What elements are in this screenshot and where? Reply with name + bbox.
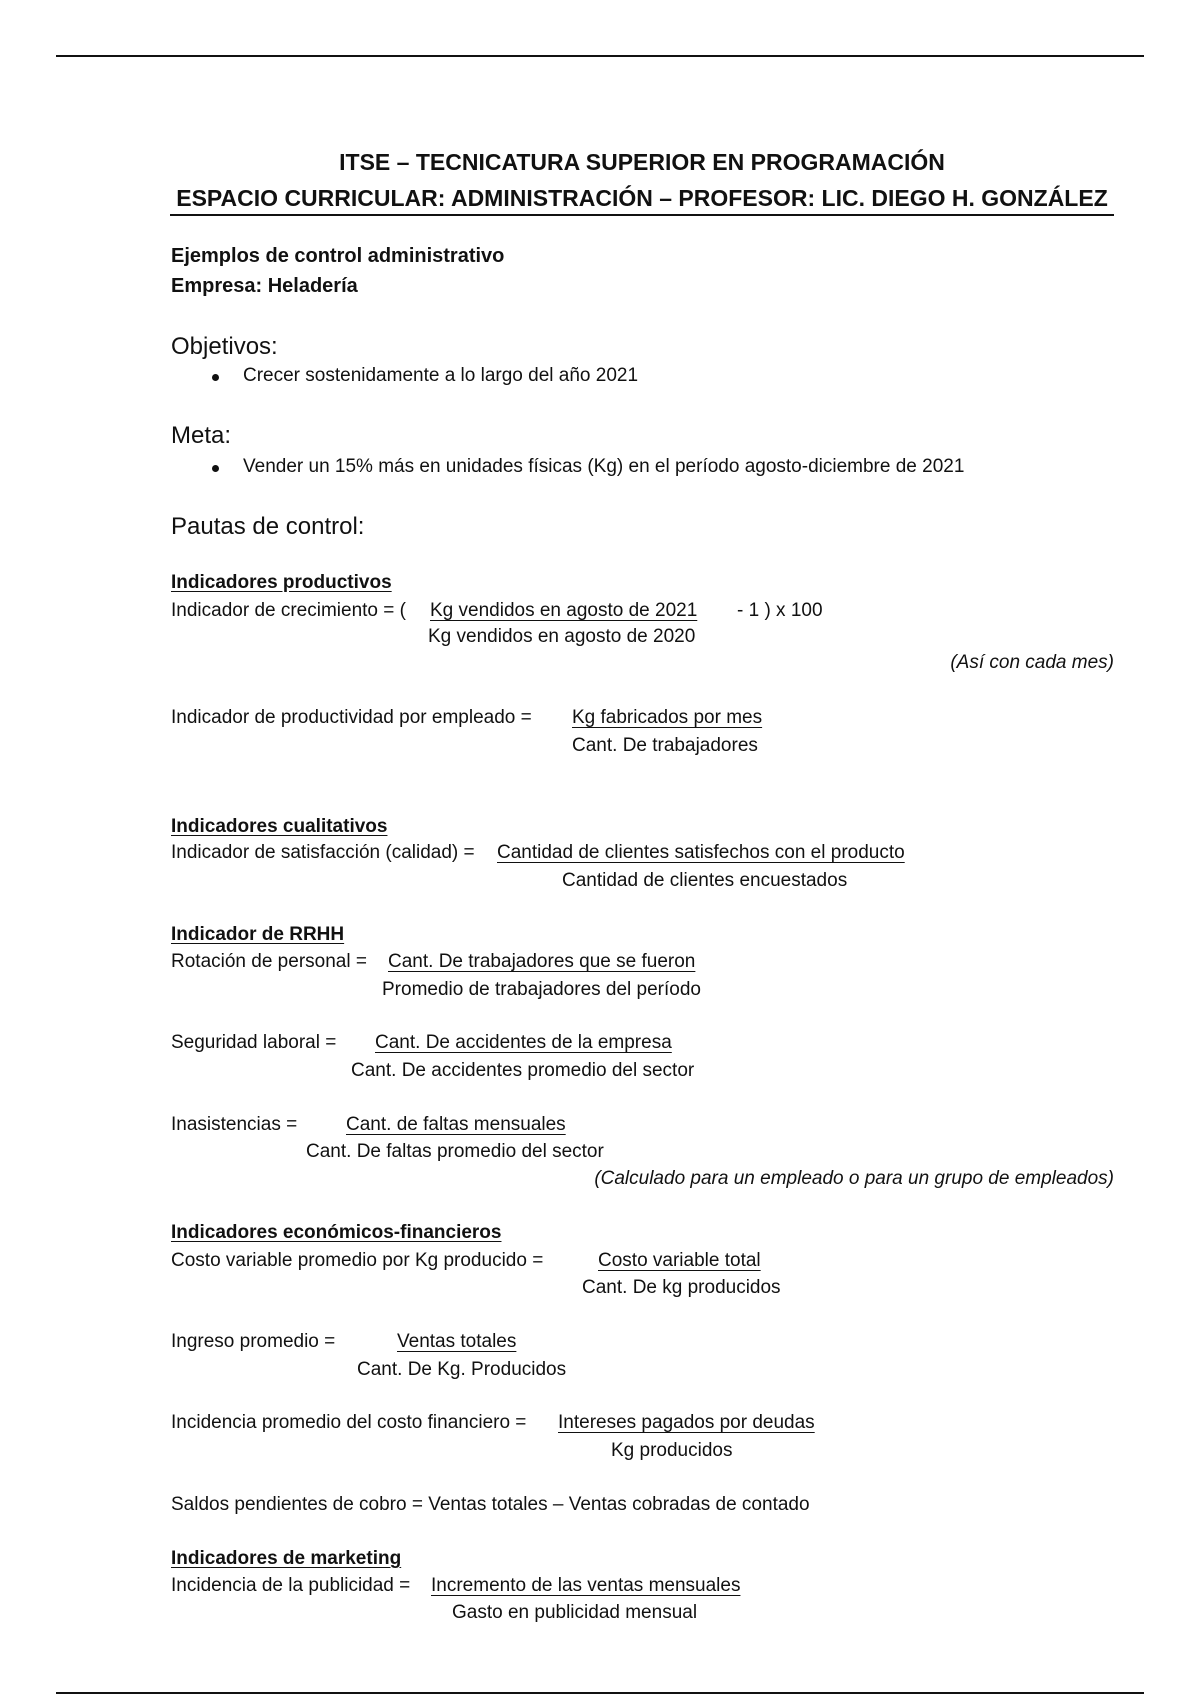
header-line-2: ESPACIO CURRICULAR: ADMINISTRACIÓN – PROFESOR: LIC. DIEGO H. GONZÁLEZ xyxy=(176,185,1108,211)
objetivos-heading: Objetivos: xyxy=(171,333,278,360)
productividad-label: Indicador de productividad por empleado = xyxy=(171,707,532,728)
publicidad-label: Incidencia de la publicidad = xyxy=(171,1575,411,1596)
costo-financiero-label: Incidencia promedio del costo financiero = xyxy=(171,1412,527,1433)
productividad-numerator: Kg fabricados por mes xyxy=(572,707,763,728)
section-cualitativos-heading: Indicadores cualitativos xyxy=(171,816,388,837)
bullet-icon xyxy=(212,374,219,381)
pautas-heading: Pautas de control: xyxy=(171,513,365,540)
saldos-formula: Saldos pendientes de cobro = Ventas totales – Ventas cobradas de contado xyxy=(171,1494,810,1515)
rotacion-numerator: Cant. De trabajadores que se fueron xyxy=(388,951,696,972)
top-rule xyxy=(56,55,1144,57)
costo-financiero-numerator: Intereses pagados por deudas xyxy=(558,1412,815,1433)
satisfaccion-numerator: Cantidad de clientes satisfechos con el producto xyxy=(497,842,905,863)
rotacion-label: Rotación de personal = xyxy=(171,951,367,972)
productividad-denominator: Cant. De trabajadores xyxy=(572,735,758,756)
rotacion-denominator: Promedio de trabajadores del período xyxy=(382,979,701,1000)
meta-heading: Meta: xyxy=(171,422,232,449)
costo-financiero-denominator: Kg producidos xyxy=(611,1440,733,1461)
bottom-rule xyxy=(56,1692,1144,1694)
publicidad-denominator: Gasto en publicidad mensual xyxy=(452,1602,698,1623)
crecimiento-note: (Así con cada mes) xyxy=(950,652,1114,673)
bullet-icon xyxy=(212,465,219,472)
intro-title: Ejemplos de control administrativo xyxy=(171,245,505,267)
ingreso-denominator: Cant. De Kg. Producidos xyxy=(357,1359,567,1380)
section-productivos-heading: Indicadores productivos xyxy=(171,572,392,593)
crecimiento-numerator: Kg vendidos en agosto de 2021 xyxy=(430,600,698,621)
crecimiento-denominator: Kg vendidos en agosto de 2020 xyxy=(428,626,696,647)
publicidad-numerator: Incremento de las ventas mensuales xyxy=(431,1575,741,1596)
meta-item: Vender un 15% más en unidades físicas (Kg) en el período agosto-diciembre de 2021 xyxy=(243,456,965,477)
section-rrhh-heading: Indicador de RRHH xyxy=(171,924,345,945)
crecimiento-suffix: - 1 ) x 100 xyxy=(737,600,823,621)
document-header xyxy=(170,144,1114,216)
seguridad-label: Seguridad laboral = xyxy=(171,1032,337,1053)
section-marketing-heading: Indicadores de marketing xyxy=(171,1548,402,1569)
header-line-1: ITSE – TECNICATURA SUPERIOR EN PROGRAMACIÓN xyxy=(339,149,945,175)
costo-variable-denominator: Cant. De kg producidos xyxy=(582,1277,781,1298)
inasistencias-note: (Calculado para un empleado o para un grupo de empleados) xyxy=(594,1168,1114,1189)
costo-variable-label: Costo variable promedio por Kg producido = xyxy=(171,1250,544,1271)
inasistencias-label: Inasistencias = xyxy=(171,1114,298,1135)
satisfaccion-label: Indicador de satisfacción (calidad) = xyxy=(171,842,475,863)
inasistencias-denominator: Cant. De faltas promedio del sector xyxy=(306,1141,604,1162)
inasistencias-numerator: Cant. de faltas mensuales xyxy=(346,1114,566,1135)
ingreso-label: Ingreso promedio = xyxy=(171,1331,336,1352)
company-name: Empresa: Heladería xyxy=(171,275,358,297)
header-rule xyxy=(170,214,1114,216)
satisfaccion-denominator: Cantidad de clientes encuestados xyxy=(562,870,848,891)
ingreso-numerator: Ventas totales xyxy=(397,1331,517,1352)
seguridad-numerator: Cant. De accidentes de la empresa xyxy=(375,1032,672,1053)
crecimiento-label: Indicador de crecimiento = ( xyxy=(171,600,406,621)
section-economicos-heading: Indicadores económicos-financieros xyxy=(171,1222,502,1243)
seguridad-denominator: Cant. De accidentes promedio del sector xyxy=(351,1060,695,1081)
costo-variable-numerator: Costo variable total xyxy=(598,1250,761,1271)
objetivo-item: Crecer sostenidamente a lo largo del año 2021 xyxy=(243,365,639,386)
